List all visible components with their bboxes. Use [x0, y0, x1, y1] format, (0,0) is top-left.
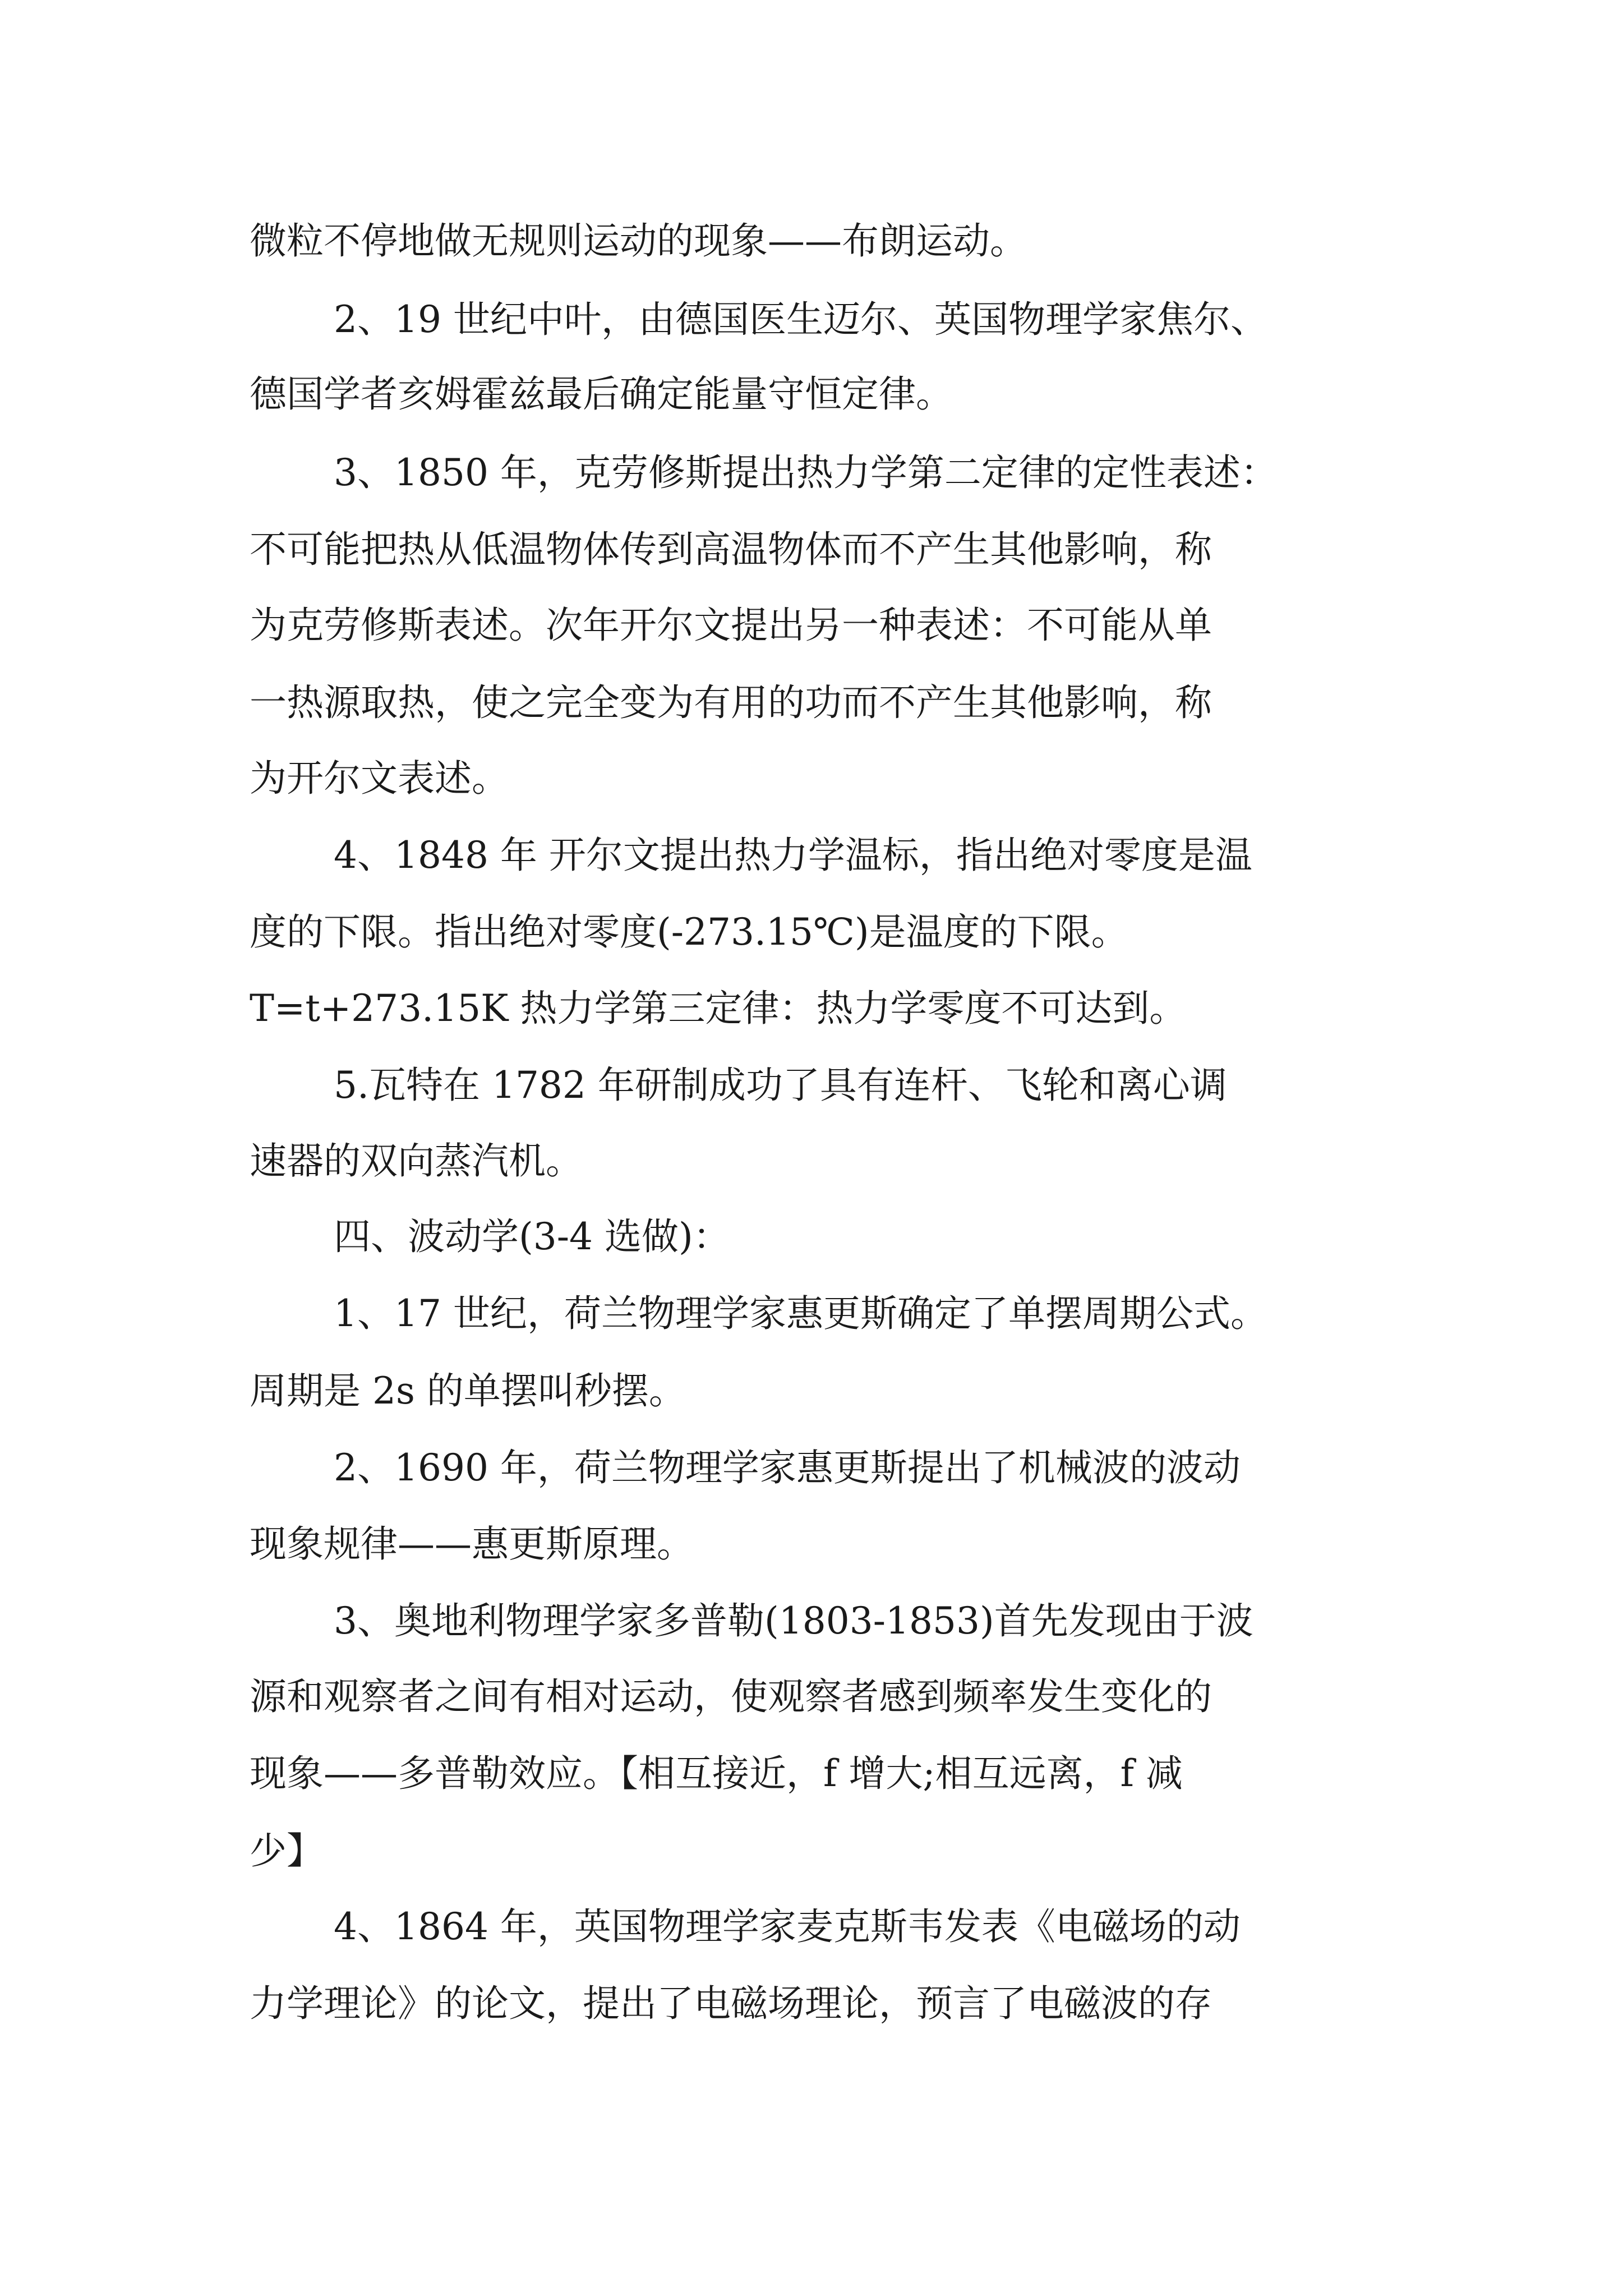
- text-line: 微粒不停地做无规则运动的现象——布朗运动。: [250, 219, 1027, 263]
- text-line: 2、1690 年，荷兰物理学家惠更斯提出了机械波的波动: [334, 1446, 1241, 1489]
- text-line: 速器的双向蒸汽机。: [250, 1139, 583, 1182]
- text-line: 四、波动学(3-4 选做)：: [334, 1215, 730, 1258]
- text-line: 力学理论》的论文，提出了电磁场理论，预言了电磁波的存: [250, 1982, 1212, 2025]
- text-line: 德国学者亥姆霍兹最后确定能量守恒定律。: [250, 372, 953, 416]
- text-line: 4、1864 年，英国物理学家麦克斯韦发表《电磁场的动: [334, 1905, 1241, 1948]
- text-line: 4、1848 年 开尔文提出热力学温标，指出绝对零度是温: [334, 834, 1252, 877]
- text-line: 现象规律——惠更斯原理。: [250, 1522, 694, 1566]
- text-line: 一热源取热，使之完全变为有用的功而不产生其他影响，称: [250, 681, 1212, 724]
- text-line: 5.瓦特在 1782 年研制成功了具有连杆、飞轮和离心调: [334, 1064, 1227, 1107]
- text-line: 为克劳修斯表述。次年开尔文提出另一种表述：不可能从单: [250, 604, 1212, 647]
- text-line: 3、1850 年，克劳修斯提出热力学第二定律的定性表述：: [334, 451, 1278, 494]
- text-line: 现象——多普勒效应。【相互接近，f 增大;相互远离，f 减: [250, 1752, 1183, 1795]
- text-line: T=t+273.15K 热力学第三定律：热力学零度不可达到。: [250, 987, 1187, 1030]
- text-line: 度的下限。指出绝对零度(-273.15℃)是温度的下限。: [250, 910, 1128, 954]
- text-line: 3、奥地利物理学家多普勒(1803-1853)首先发现由于波: [334, 1599, 1253, 1642]
- text-line: 源和观察者之间有相对运动，使观察者感到频率发生变化的: [250, 1675, 1212, 1718]
- text-line: 2、19 世纪中叶，由德国医生迈尔、英国物理学家焦尔、: [334, 298, 1267, 341]
- text-line: 少】: [250, 1829, 324, 1872]
- text-line: 不可能把热从低温物体传到高温物体而不产生其他影响，称: [250, 528, 1212, 571]
- text-line: 1、17 世纪，荷兰物理学家惠更斯确定了单摆周期公式。: [334, 1292, 1267, 1335]
- text-line: 为开尔文表述。: [250, 757, 509, 800]
- text-line: 周期是 2s 的单摆叫秒摆。: [250, 1369, 686, 1412]
